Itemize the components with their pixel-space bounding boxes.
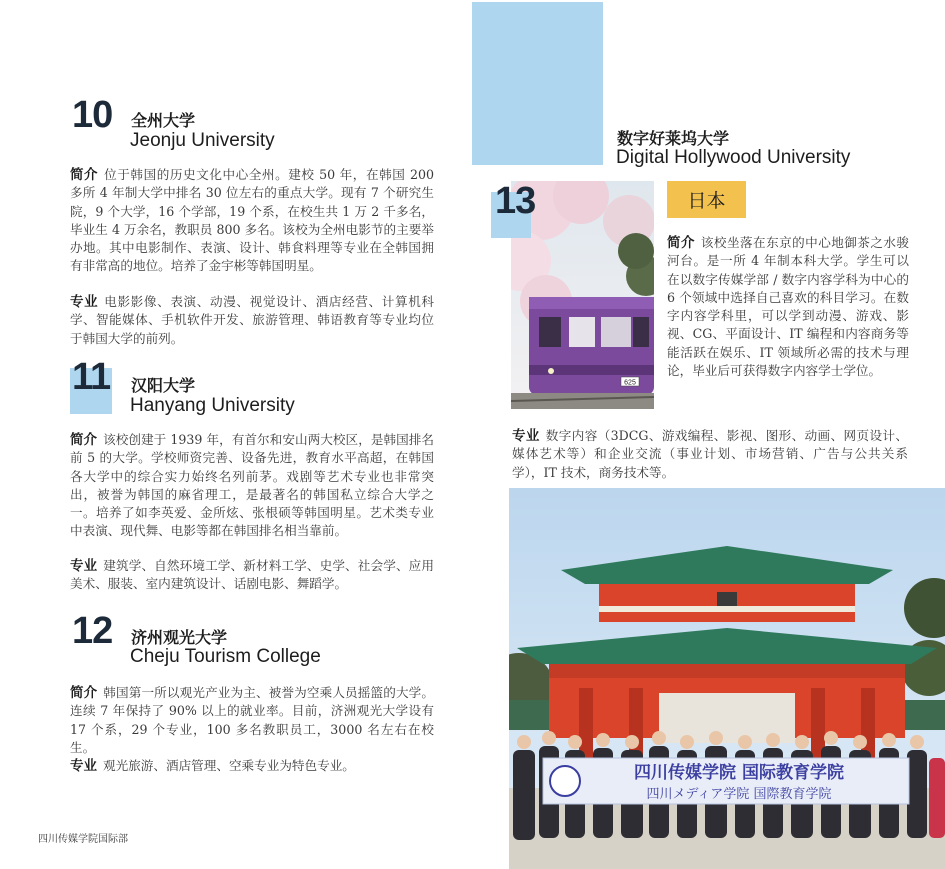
intro-label: 简介 [70,432,98,447]
university-majors [70,757,434,775]
intro-text: 该校创建于 1939 年，有首尔和安山两大校区，是韩国排名前 5 的大学。学校师资完善、设备先进，教育水平高超，在韩国各大学中的综合实力始终名列前茅。戏剧等艺术专业也非常突出，被誉为韩国的麻省理工，是最著名的韩国私立综合大学之一。培养了如李英爱、金所炫、张根硕等韩国明星。艺术类专业中表演、现代舞、电影等都在韩国排名相当靠前。 [70,432,435,539]
intro-label: 简介 [70,685,98,700]
university-name-cn: 数字好莱坞大学 [617,131,730,148]
major-text: 观光旅游、酒店管理、空乘专业为特色专业。 [103,758,355,773]
major-text: 数字内容（3DCG、游戏编程、影视、图形、动画、网页设计、媒体艺术等）和企业交流（事业计划、市场营销、广告与公共关系学），IT 技术，商务技术等。 [512,428,909,480]
country-tag: 日本 [667,181,746,218]
intro-text: 该校坐落在东京的中心地御茶之水骏河台。是一所 4 年制本科大学。学生可以在以数字传媒学部 / 数字内容学科为中心的 6 个领域中选择自己喜欢的科目学习。在数字内容学科里，可以学到动漫、游戏、影视、CG、平面设计、IT 编程和内容商务等能活跃在娱乐、IT 领域所必需的技术与理论，毕业后可获得数字内容学士学位。 [667,235,910,379]
intro-text: 位于韩国的历史文化中心全州。建校 50 年，在韩国 200 多所 4 年制大学中排名 30 位左右的重点大学。现有 7 个研究生院，9 个大学，16 个学部，19 个系，在校生共 1 万 2 千多名，毕业生 4 万余名，教职员 800 多名。该校为全州电影节的主要举办地。其中电影制作、表演、设计、韩食料理等专业在全韩国拥有非常高的地位。培养了金宇彬等韩国明星。 [70,167,435,274]
banner-line-1: 四川传媒学院 国际教育学院 [634,763,844,783]
university-name-en: Digital Hollywood University [616,147,851,168]
major-text: 建筑学、自然环境工学、新材料工学、史学、社会学、应用美术、服装、室内建筑设计、话剧电影、舞蹈学。 [70,558,435,592]
banner-line-2: 四川メディア学院 国際教育学院 [646,787,832,802]
university-name-en: Hanyang University [130,395,295,416]
section-number: 13 [495,180,536,222]
university-majors [70,293,434,348]
intro-text: 韩国第一所以观光产业为主、被誉为空乘人员摇篮的大学。连续 7 年保持了 90% 以上的就业率。目前，济洲观光大学设有 17 个系，29 个专业，100 多名教职员工，3000 名左右在校生。 [70,685,435,755]
university-intro [70,431,434,541]
university-intro [70,684,434,757]
major-text: 电影影像、表演、动漫、视觉设计、酒店经营、计算机科学、智能媒体、手机软件开发、旅游管理、韩语教育等专业均位于韩国大学的前列。 [70,294,435,346]
header-accent-box [472,2,603,165]
section-number: 12 [72,610,113,652]
university-name-cn: 全州大学 [131,113,196,130]
major-label: 专业 [70,294,99,309]
university-name-en: Jeonju University [130,130,275,151]
university-intro [667,234,909,380]
tram-number-label: 625 [624,379,636,387]
intro-label: 简介 [667,235,695,250]
university-name-cn: 汉阳大学 [131,378,196,395]
major-label: 专业 [70,758,97,773]
major-label: 专业 [512,428,540,443]
group-photo [509,488,945,869]
footer-text: 四川传媒学院国际部 [38,834,128,845]
university-majors [70,557,434,594]
university-majors [512,427,908,482]
major-label: 专业 [70,558,98,573]
university-name-en: Cheju Tourism College [130,646,321,667]
section-number: 11 [72,356,111,398]
university-name-cn: 济州观光大学 [131,630,228,647]
section-number: 10 [72,94,113,136]
university-intro [70,166,434,276]
intro-label: 简介 [70,167,99,182]
